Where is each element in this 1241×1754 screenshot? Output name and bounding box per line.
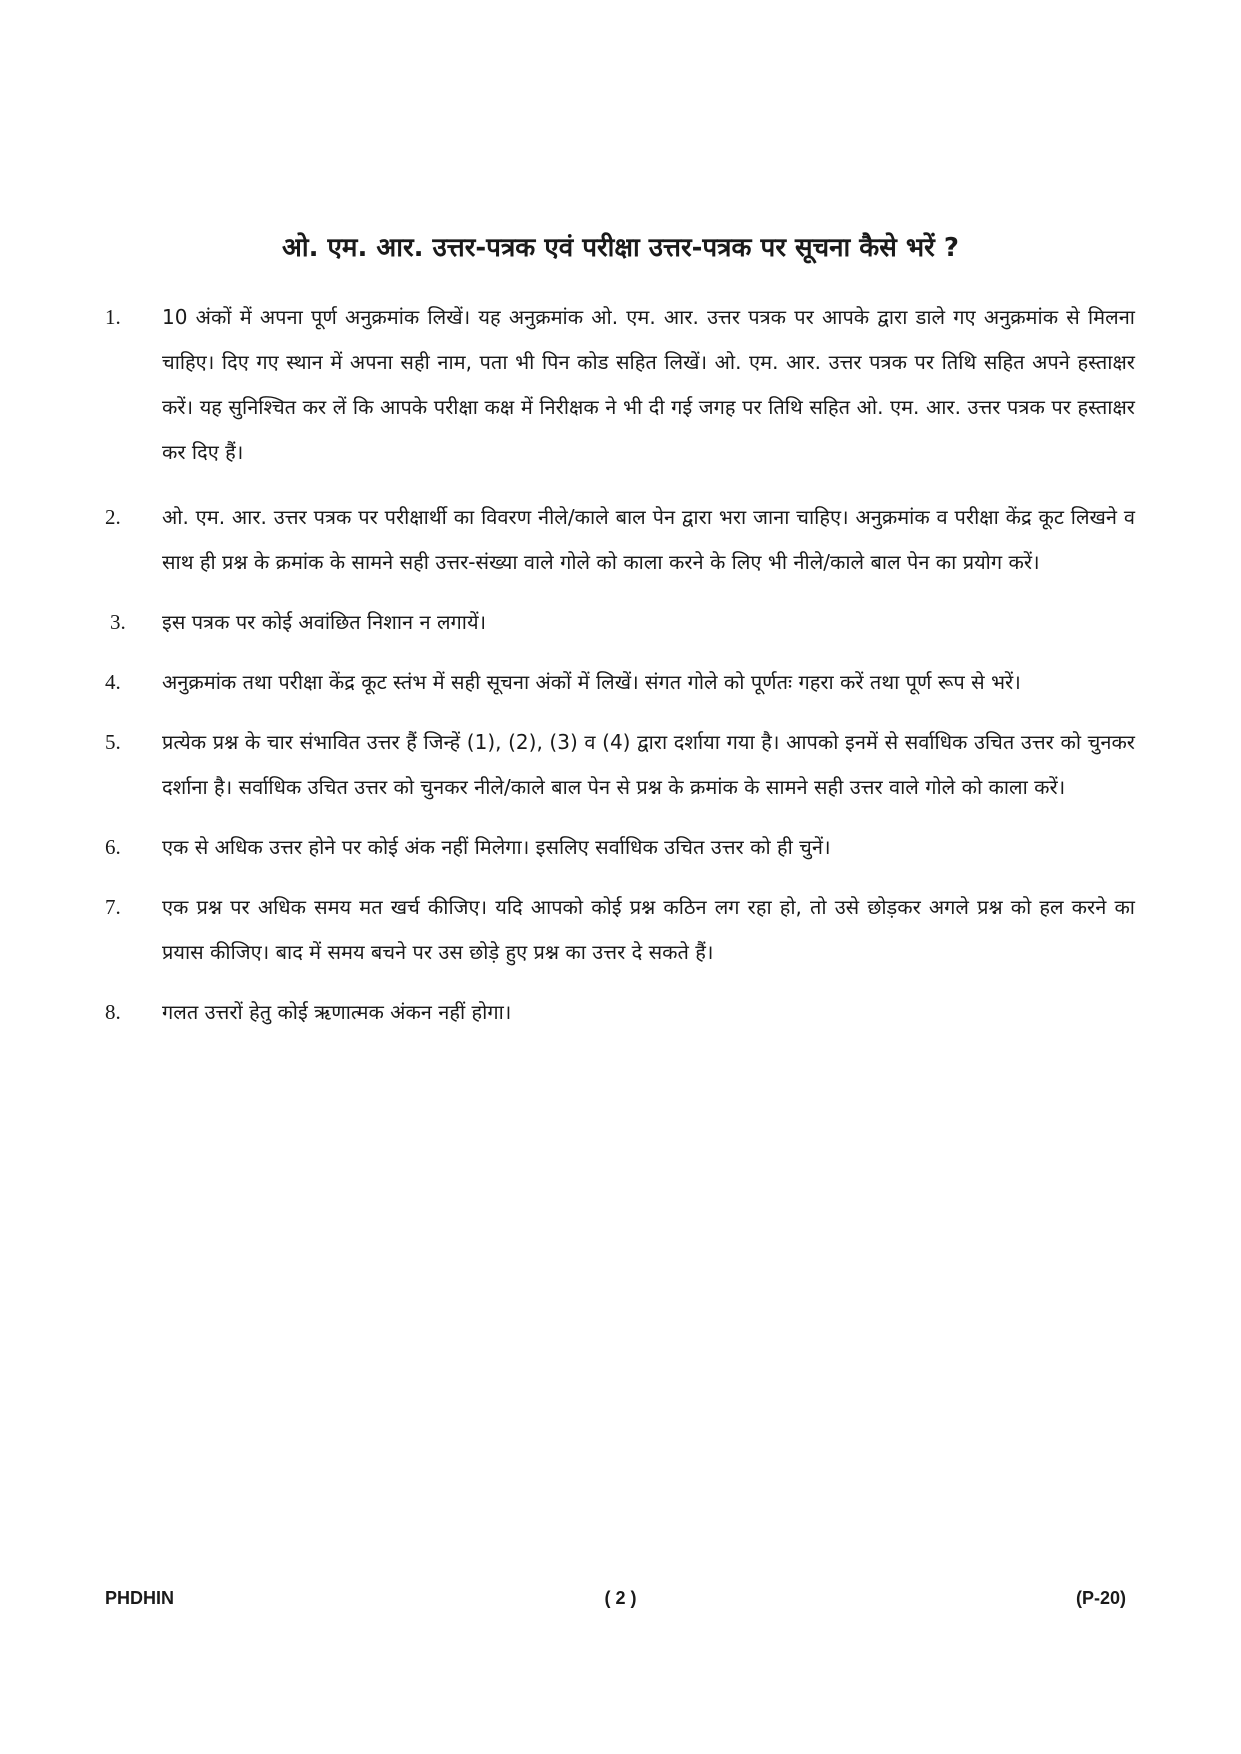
footer-ref: (P-20) bbox=[1075, 1588, 1126, 1608]
instruction-item bbox=[100, 825, 1135, 870]
item-number: 3. bbox=[110, 610, 126, 634]
item-text: इस पत्रक पर कोई अवांछित निशान न लगायें। bbox=[162, 610, 487, 634]
instruction-item bbox=[100, 495, 1135, 585]
page-title: ओ. एम. आर. उत्तर-पत्रक एवं परीक्षा उत्तर-पत्रक पर सूचना कैसे भरें ? bbox=[282, 233, 959, 263]
item-number: 5. bbox=[105, 730, 121, 754]
item-text: एक से अधिक उत्तर होने पर कोई अंक नहीं मिलेगा। इसलिए सर्वाधिक उचित उत्तर को ही चुनें। bbox=[162, 835, 831, 859]
item-number: 8. bbox=[105, 1000, 121, 1024]
instruction-item bbox=[100, 600, 1135, 645]
instruction-item bbox=[100, 990, 1135, 1035]
instruction-item bbox=[100, 295, 1135, 475]
item-number: 1. bbox=[105, 305, 121, 329]
item-number: 2. bbox=[105, 505, 121, 529]
instruction-item bbox=[100, 885, 1135, 975]
instruction-item bbox=[100, 660, 1135, 705]
instruction-list bbox=[100, 295, 1135, 1050]
item-number: 6. bbox=[105, 835, 121, 859]
page-footer bbox=[0, 1588, 1241, 1618]
item-text: एक प्रश्न पर अधिक समय मत खर्च कीजिए। यदि आपको कोई प्रश्न कठिन लग रहा हो, तो उसे छोड़कर अगले प्रश्न को हल करने का प्रयास कीजिए। बाद में समय बचने पर उस छोड़े हुए प्रश्न का उत्तर दे सकते हैं। bbox=[162, 895, 1135, 964]
footer-page-number: ( 2 ) bbox=[604, 1588, 637, 1608]
item-text: ओ. एम. आर. उत्तर पत्रक पर परीक्षार्थी का विवरण नीले/काले बाल पेन द्वारा भरा जाना चाहिए। अनुक्रमांक व परीक्षा केंद्र कूट लिखने व साथ ही प्रश्न के क्रमांक के सामने सही उत्तर-संख्या वाले गोले को काला करने के लिए भी नीले/काले बाल पेन का प्रयोग करें। bbox=[162, 505, 1135, 574]
footer-code: PHDHIN bbox=[105, 1588, 175, 1608]
item-text: 10 अंकों में अपना पूर्ण अनुक्रमांक लिखें। यह अनुक्रमांक ओ. एम. आर. उत्तर पत्रक पर आपके द्वारा डाले गए अनुक्रमांक से मिलना चाहिए। दिए गए स्थान में अपना सही नाम, पता भी पिन कोड सहित लिखें। ओ. एम. आर. उत्तर पत्रक पर तिथि सहित अपने हस्ताक्षर करें। यह सुनिश्चित कर लें कि आपके परीक्षा कक्ष में निरीक्षक ने भी दी गई जगह पर तिथि सहित ओ. एम. आर. उत्तर पत्रक पर हस्ताक्षर कर दिए हैं। bbox=[162, 305, 1135, 464]
instruction-item bbox=[100, 720, 1135, 810]
item-number: 7. bbox=[105, 895, 121, 919]
item-text: अनुक्रमांक तथा परीक्षा केंद्र कूट स्तंभ में सही सूचना अंकों में लिखें। संगत गोले को पूर्णतः गहरा करें तथा पूर्ण रूप से भरें। bbox=[162, 670, 1021, 694]
item-number: 4. bbox=[105, 670, 121, 694]
item-text: प्रत्येक प्रश्न के चार संभावित उत्तर हैं जिन्हें (1), (2), (3) व (4) द्वारा दर्शाया गया है। आपको इनमें से सर्वाधिक उचित उत्तर को चुनकर दर्शाना है। सर्वाधिक उचित उत्तर को चुनकर नीले/काले बाल पेन से प्रश्न के क्रमांक के सामने सही उत्तर वाले गोले को काला करें। bbox=[162, 730, 1135, 799]
item-text: गलत उत्तरों हेतु कोई ऋणात्मक अंकन नहीं होगा। bbox=[162, 1000, 512, 1024]
